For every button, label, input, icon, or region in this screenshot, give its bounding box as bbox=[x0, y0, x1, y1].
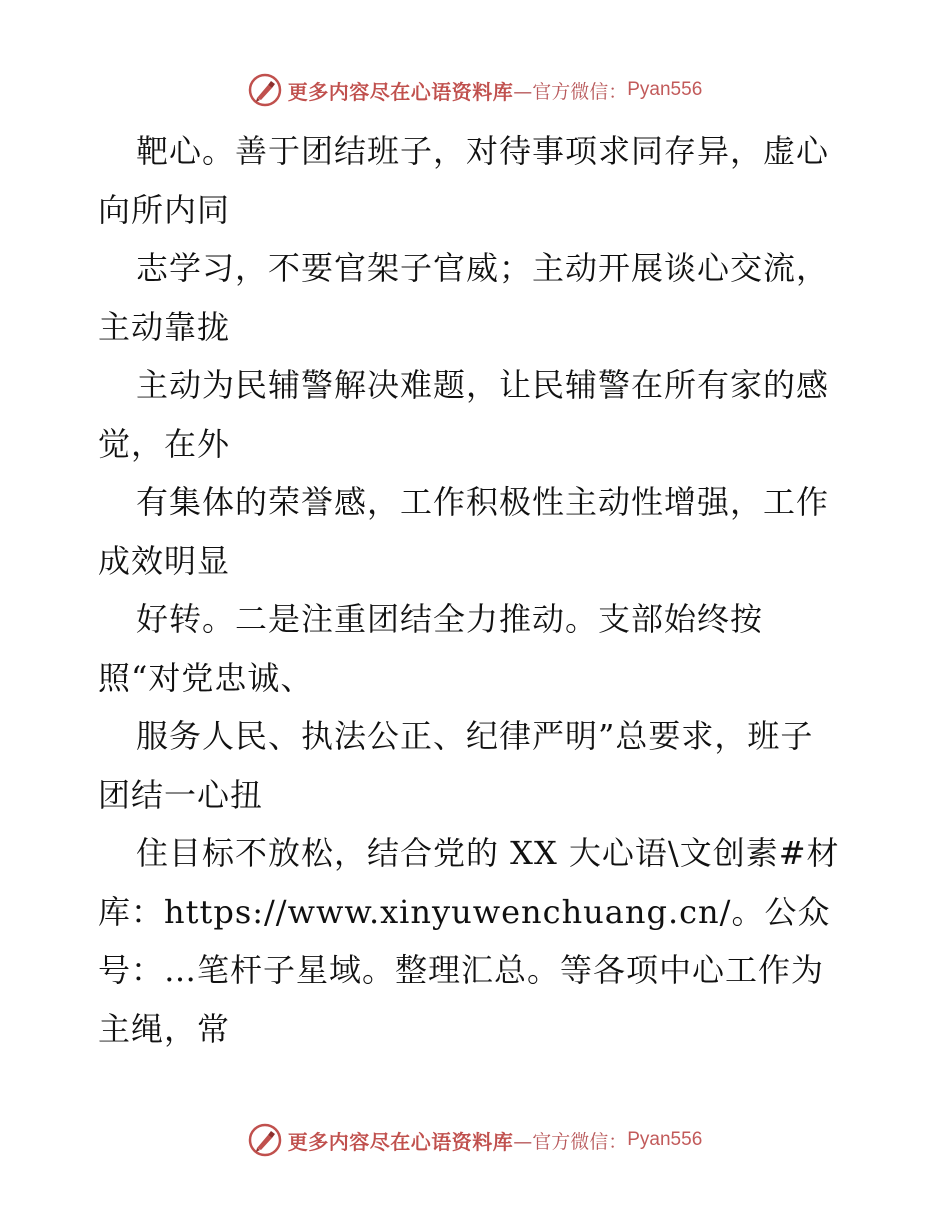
text-line: 住目标不放松，结合党的 XX 大心语\文创素#材 bbox=[136, 834, 840, 872]
text-line: 向所内同 bbox=[98, 190, 231, 229]
text-line: 成效明显 bbox=[98, 541, 231, 580]
text-line: 靶心。善于团结班子，对待事项求同存异，虚心 bbox=[136, 132, 830, 170]
text-line: 主绳，常 bbox=[98, 1009, 231, 1048]
text-line: 主动为民辅警解决难题，让民辅警在所有家的感 bbox=[136, 366, 830, 404]
footer-banner bbox=[0, 1120, 950, 1160]
text-line: 照“对党忠诚、 bbox=[98, 658, 314, 697]
text-line: 号：…笔杆子星域。整理汇总。等各项中心工作为 bbox=[98, 951, 825, 989]
pen-logo-icon bbox=[248, 73, 282, 107]
body-text bbox=[98, 122, 858, 1058]
footer-separator: —官方微信： bbox=[513, 1130, 628, 1153]
text-line: 主动靠拢 bbox=[98, 307, 231, 346]
text-line: 好转。二是注重团结全力推动。支部始终按 bbox=[136, 600, 764, 638]
pen-logo-icon bbox=[248, 1123, 282, 1157]
text-line: 库：https://www.xinyuwenchuang.cn/。公众 bbox=[98, 892, 831, 931]
header-title: 更多内容尽在心语资料库 bbox=[287, 79, 514, 104]
header-wechat-id: Pyan556 bbox=[627, 79, 703, 100]
text-line: 志学习，不要官架子官威；主动开展谈心交流， bbox=[136, 249, 830, 287]
text-line: 有集体的荣誉感，工作积极性主动性增强，工作 bbox=[136, 483, 830, 521]
text-line: 团结一心扭 bbox=[98, 775, 264, 814]
footer-wechat-id: Pyan556 bbox=[627, 1129, 703, 1150]
header-banner bbox=[0, 70, 950, 110]
header-separator: —官方微信： bbox=[513, 80, 628, 103]
footer-title: 更多内容尽在心语资料库 bbox=[287, 1129, 514, 1154]
text-line: 服务人民、执法公正、纪律严明”总要求，班子 bbox=[136, 717, 814, 755]
text-line: 觉，在外 bbox=[98, 424, 231, 463]
